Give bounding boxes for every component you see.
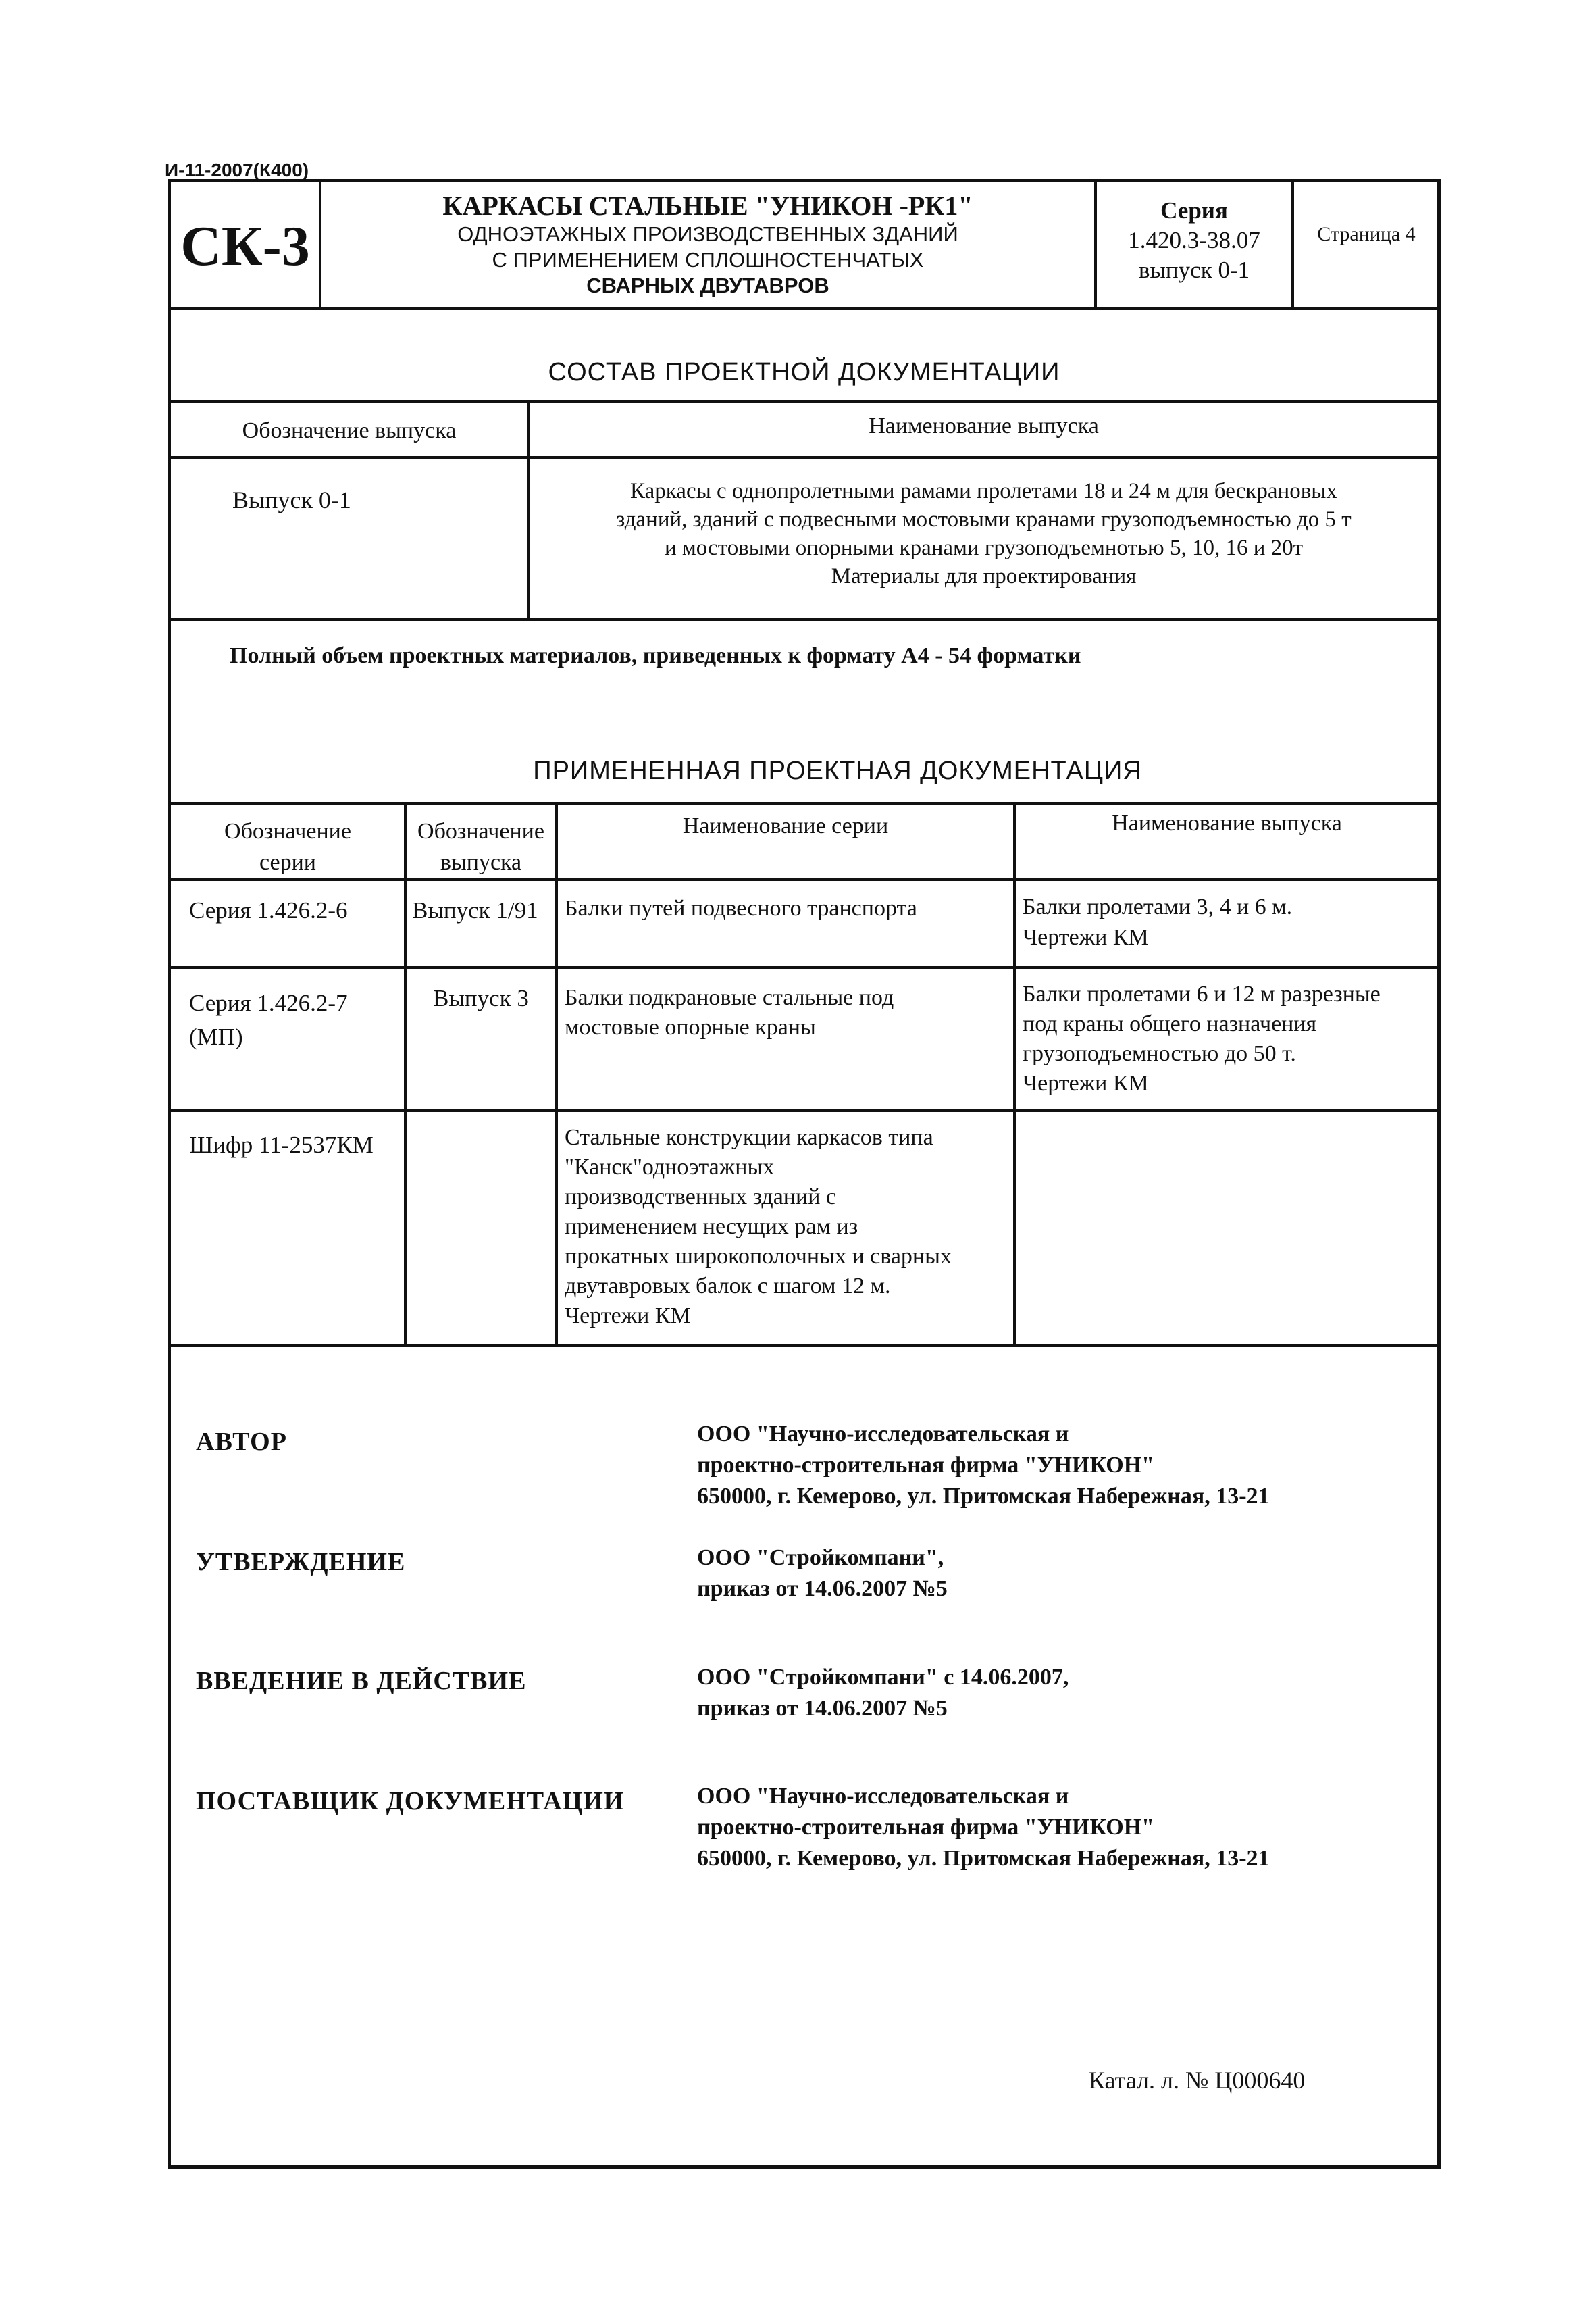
stamp-series	[1097, 196, 1291, 285]
credit-line: ООО "Научно-исследовательская и	[697, 1784, 1069, 1809]
applied-cell-line: Балки путей подвесного транспорта	[565, 896, 917, 921]
credit-line: 650000, г. Кемерово, ул. Притомская Набережная, 13-21	[697, 1484, 1270, 1509]
applied-row3-series-name	[565, 1123, 1010, 1331]
credit-line: ООО "Стройкомпани",	[697, 1545, 944, 1570]
applied-row1-issue	[412, 895, 555, 926]
applied-col-divider-3	[1013, 803, 1016, 1346]
applied-cell-line: мостовые опорные краны	[565, 1015, 816, 1040]
applied-row2-series	[189, 986, 404, 1054]
credit-line: 650000, г. Кемерово, ул. Притомская Набережная, 13-21	[697, 1846, 1270, 1871]
credit-line: проектно-строительная фирма "УНИКОН"	[697, 1453, 1155, 1478]
stamp-title	[321, 191, 1094, 299]
applied-rule-row2	[170, 1109, 1438, 1112]
applied-cell-line: Балки подкрановые стальные под	[565, 985, 894, 1010]
applied-row2-series-name	[565, 983, 1010, 1042]
credit-line: проектно-строительная фирма "УНИКОН"	[697, 1815, 1155, 1840]
credit-line: приказ от 14.06.2007 №5	[697, 1576, 948, 1601]
credit-line: ООО "Научно-исследовательская и	[697, 1422, 1069, 1447]
applied-cell-line: под краны общего назначения	[1023, 1011, 1317, 1036]
applied-cell-line: Шифр 11-2537КМ	[189, 1132, 374, 1158]
applied-header-line: Наименование серии	[682, 813, 889, 838]
composition-name-line: Материалы для проектирования	[831, 564, 1137, 588]
applied-header-series	[172, 816, 404, 878]
credit-info-supplier	[697, 1781, 1270, 1874]
applied-cell-line: Балки пролетами 3, 4 и 6 м.	[1023, 895, 1293, 920]
credit-line: ООО "Стройкомпани" с 14.06.2007,	[697, 1665, 1069, 1690]
credit-label-supplier: ПОСТАВЩИК ДОКУМЕНТАЦИИ	[196, 1787, 625, 1815]
document-code: И-11-2007(К400)	[165, 159, 309, 180]
applied-title: ПРИМЕНЕННАЯ ПРОЕКТНАЯ ДОКУМЕНТАЦИЯ	[533, 757, 1142, 785]
applied-cell-line: грузоподъемностью до 50 т.	[1023, 1041, 1296, 1066]
composition-name-line: зданий, зданий с подвесными мостовыми кранами грузоподъемностью до 5 т	[616, 507, 1352, 532]
applied-row1-series	[189, 895, 404, 926]
catalog-number: Катал. л. № Ц000640	[1089, 2067, 1306, 2094]
composition-title: СОСТАВ ПРОЕКТНОЙ ДОКУМЕНТАЦИИ	[548, 358, 1060, 386]
credit-info-approval	[697, 1542, 948, 1605]
applied-rule-row1	[170, 966, 1438, 969]
composition-volume: Полный объем проектных материалов, приведенных к формату А4 - 54 форматки	[230, 643, 1081, 668]
credit-label-enactment: ВВЕДЕНИЕ В ДЕЙСТВИЕ	[196, 1667, 527, 1695]
stamp-title-line: ОДНОЭТАЖНЫХ ПРОИЗВОДСТВЕННЫХ ЗДАНИЙ	[457, 222, 958, 246]
applied-cell-line: производственных зданий с	[565, 1184, 836, 1209]
composition-header-name: Наименование выпуска	[869, 413, 1099, 438]
applied-cell-line: применением несущих рам из	[565, 1214, 858, 1239]
applied-header-line: серии	[259, 850, 316, 875]
applied-header-line: выпуска	[440, 850, 522, 875]
stamp-issue-number: выпуск 0-1	[1138, 257, 1250, 283]
composition-rule-row	[170, 618, 1438, 621]
credit-label-author: АВТОР	[196, 1428, 287, 1456]
applied-header-issue-name	[1016, 808, 1438, 838]
applied-cell-line: Чертежи КМ	[1023, 925, 1149, 950]
applied-row2-issue-name	[1023, 980, 1436, 1099]
applied-cell-line: двутавровых балок с шагом 12 м.	[565, 1274, 891, 1299]
applied-col-divider-1	[404, 803, 407, 1346]
applied-row1-series-name	[565, 893, 1010, 924]
applied-cell-line: "Канск"одноэтажных	[565, 1155, 775, 1180]
stamp-title-line: С ПРИМЕНЕНИЕМ СПЛОШНОСТЕНЧАТЫХ	[492, 248, 924, 272]
stamp-bottom-rule	[170, 307, 1438, 310]
applied-header-line: Обозначение	[417, 819, 544, 844]
composition-row-designation: Выпуск 0-1	[232, 486, 351, 513]
applied-cell-line: Чертежи КМ	[565, 1303, 691, 1328]
composition-rule-header	[170, 456, 1438, 459]
stamp-title-line: СВАРНЫХ ДВУТАВРОВ	[586, 274, 829, 297]
credit-info-author	[697, 1419, 1270, 1512]
applied-col-divider-2	[555, 803, 558, 1346]
applied-rule-top	[170, 802, 1438, 805]
applied-header-line: Наименование выпуска	[1112, 811, 1342, 836]
stamp-title-line: КАРКАСЫ СТАЛЬНЫЕ "УНИКОН -РК1"	[442, 191, 973, 221]
applied-header-series-name	[558, 811, 1013, 841]
applied-cell-line: Серия 1.426.2-6	[189, 897, 348, 924]
stamp-series-label: Серия	[1160, 197, 1228, 224]
stamp-code: СК-3	[180, 215, 310, 278]
applied-cell-line: прокатных широкополочных и сварных	[565, 1244, 952, 1269]
stamp-series-number: 1.420.3-38.07	[1128, 227, 1260, 253]
applied-cell-line: Выпуск 3	[433, 985, 529, 1011]
applied-rule-row3	[170, 1344, 1438, 1347]
stamp-page-label: Страница 4	[1317, 223, 1416, 245]
applied-row2-issue	[407, 983, 555, 1013]
applied-row3-series	[189, 1130, 404, 1160]
applied-cell-line: Серия 1.426.2-7	[189, 990, 348, 1016]
credit-info-enactment	[697, 1662, 1069, 1724]
composition-name-line: Каркасы с однопролетными рамами пролетами 18 и 24 м для бескрановых	[630, 479, 1337, 503]
applied-cell-line: Стальные конструкции каркасов типа	[565, 1125, 933, 1150]
applied-row1-issue-name	[1023, 892, 1436, 953]
composition-header-designation: Обозначение выпуска	[242, 418, 457, 443]
applied-cell-line: Чертежи КМ	[1023, 1071, 1149, 1096]
credit-line: приказ от 14.06.2007 №5	[697, 1696, 948, 1721]
composition-rule-top	[170, 400, 1438, 403]
composition-name-line: и мостовыми опорными кранами грузоподъемнотью 5, 10, 16 и 20т	[664, 536, 1304, 560]
applied-cell-line: Балки пролетами 6 и 12 м разрезные	[1023, 982, 1381, 1007]
composition-row-name	[530, 477, 1438, 590]
applied-header-issue	[407, 816, 555, 878]
credit-label-approval: УТВЕРЖДЕНИЕ	[196, 1548, 406, 1576]
applied-cell-line: Выпуск 1/91	[412, 897, 538, 924]
applied-rule-header	[170, 878, 1438, 881]
applied-header-line: Обозначение	[224, 819, 351, 844]
applied-cell-line: (МП)	[189, 1024, 243, 1050]
